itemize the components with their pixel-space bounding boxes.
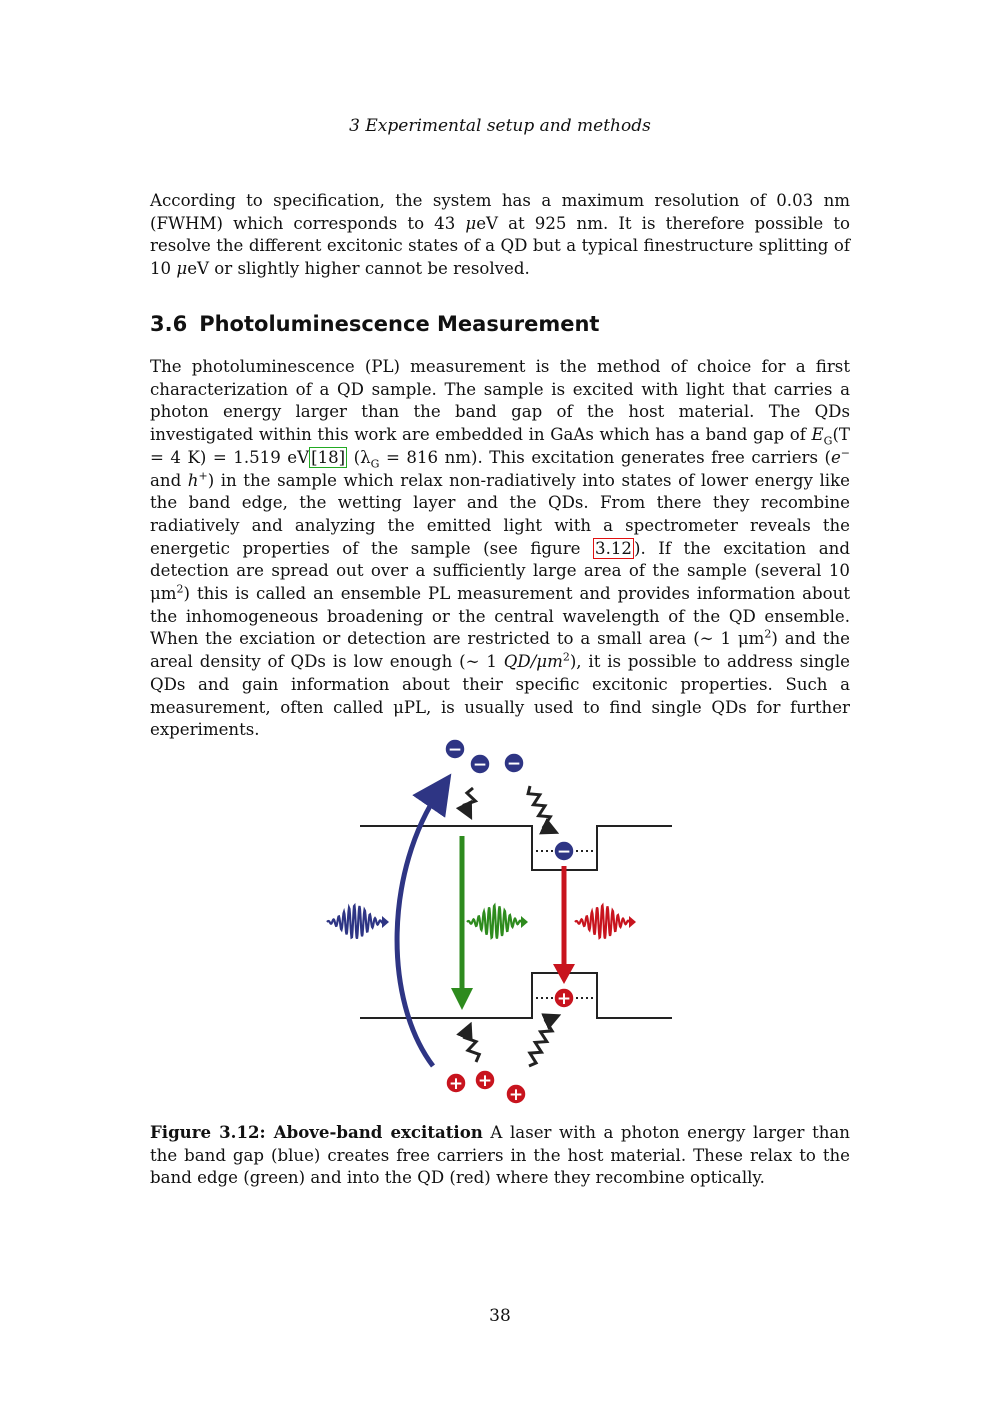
qd-electron	[554, 841, 574, 862]
math-sup: +	[198, 468, 208, 482]
qd-photon-wave	[575, 906, 631, 939]
hole-symbol: +	[508, 1085, 524, 1105]
qd-photon-arrowhead	[629, 916, 636, 928]
math-sup: 2	[562, 650, 570, 664]
math-var: h	[187, 470, 199, 490]
hole	[446, 1073, 466, 1094]
band-edge-photon-wave	[467, 906, 523, 939]
electron	[445, 739, 465, 760]
section-number: 3.6	[150, 312, 188, 336]
running-head: 3 Experimental setup and methods	[349, 116, 651, 136]
electron	[470, 754, 490, 775]
qd-hole	[554, 988, 574, 1009]
math-sup: 2	[176, 582, 184, 596]
pl-paragraph	[150, 356, 850, 742]
band-edge-photon-arrowhead	[521, 916, 528, 928]
hole-symbol: +	[477, 1071, 493, 1091]
band-edge-arrow-head	[451, 988, 473, 1010]
text-run: and	[150, 470, 188, 490]
text-run: According to specification, the system has a maximum resolution of 0.03 nm (FWHM) which corresponds to 43	[150, 191, 850, 233]
figure-ref-link[interactable]: 3.12	[595, 538, 632, 558]
mu-symbol: μ	[465, 213, 477, 233]
text-run: (λ	[347, 447, 371, 467]
hole	[475, 1070, 495, 1091]
math-var: E	[811, 425, 824, 445]
electron	[504, 753, 524, 774]
math-sub: G	[370, 457, 380, 471]
math-var: QD/μm	[503, 652, 563, 672]
caption-label: Figure 3.12: Above-band excitation	[150, 1122, 483, 1142]
band-diagram	[320, 730, 680, 1110]
page-number: 38	[489, 1306, 511, 1326]
text-run: ), it is possible to address single QDs and gain information about their specific excitonic properties. Such a measurement, often called μPL, is usually used to find single QDs for further experiments.	[150, 652, 851, 740]
text-run: = 816 nm). This excitation generates free carriers (	[379, 447, 831, 467]
text-run: ). If the excitation and detection are spread out over a sufficiently large area of the sample (several 10 μm	[150, 538, 850, 604]
incident-photon-arrowhead	[382, 916, 389, 928]
electron-symbol: −	[556, 842, 572, 862]
math-sup: 2	[764, 627, 772, 641]
text-run: ) this is called an ensemble PL measurement and provides information about the inhomogeneous broadening or the central wavelength of the QD ensemble. When the exciation or detection are restricted to a small area (∼ 1 μm	[150, 584, 850, 649]
intro-paragraph	[150, 190, 850, 281]
math-sub: G	[823, 434, 833, 448]
mu-symbol: μ	[176, 259, 188, 279]
math-expr: (T = 4 K) = 1.519 eV	[150, 425, 850, 467]
section-title: Photoluminescence Measurement	[199, 312, 600, 336]
caption-text: A laser with a photon energy larger than the band gap (blue) creates free carriers in the host material. These relax to the band edge (green) and into the QD (red) where they recombine optically.	[150, 1123, 850, 1188]
text-run: ) and the areal density of QDs is low enough (∼ 1	[150, 629, 850, 672]
electron-symbol: −	[472, 755, 488, 775]
excitation-arrow	[397, 790, 440, 1066]
math-sup: −	[840, 446, 850, 460]
hole-symbol: +	[556, 989, 572, 1009]
relaxation-squiggle	[529, 1018, 553, 1066]
citation-link[interactable]: [18]	[311, 447, 346, 467]
relaxation-squiggle	[528, 786, 551, 830]
incident-photon-wave	[327, 906, 384, 939]
text-run: ) in the sample which relax non-radiatively into states of lower energy like the band edge, the wetting layer and the QDs. From there they recombine radiatively and analyzing the emitted light with a spectrometer reveals the energetic properties of the sample (see figure	[150, 470, 850, 558]
text-run: eV at 925 nm. It is therefore possible to resolve the different excitonic states of a QD but a typical finestructure splitting of 10	[150, 213, 850, 279]
figure-caption	[150, 1121, 850, 1190]
hole	[506, 1084, 526, 1105]
text-run: eV or slightly higher cannot be resolved.	[187, 259, 530, 279]
relaxation-squiggle	[465, 1030, 480, 1062]
hole-symbol: +	[448, 1074, 464, 1094]
electron-symbol: −	[506, 754, 522, 774]
relaxation-squiggle	[464, 788, 475, 812]
electron-symbol: −	[447, 740, 463, 760]
section-heading	[150, 312, 850, 336]
math-var: e	[830, 447, 841, 467]
text-run: The photoluminescence (PL) measurement is the method of choice for a first characterization of a QD sample. The sample is excited with light that carries a photon energy larger than the band gap of the host material. The QDs investigated within this work are embedded in GaAs which has a band gap of	[150, 357, 850, 445]
